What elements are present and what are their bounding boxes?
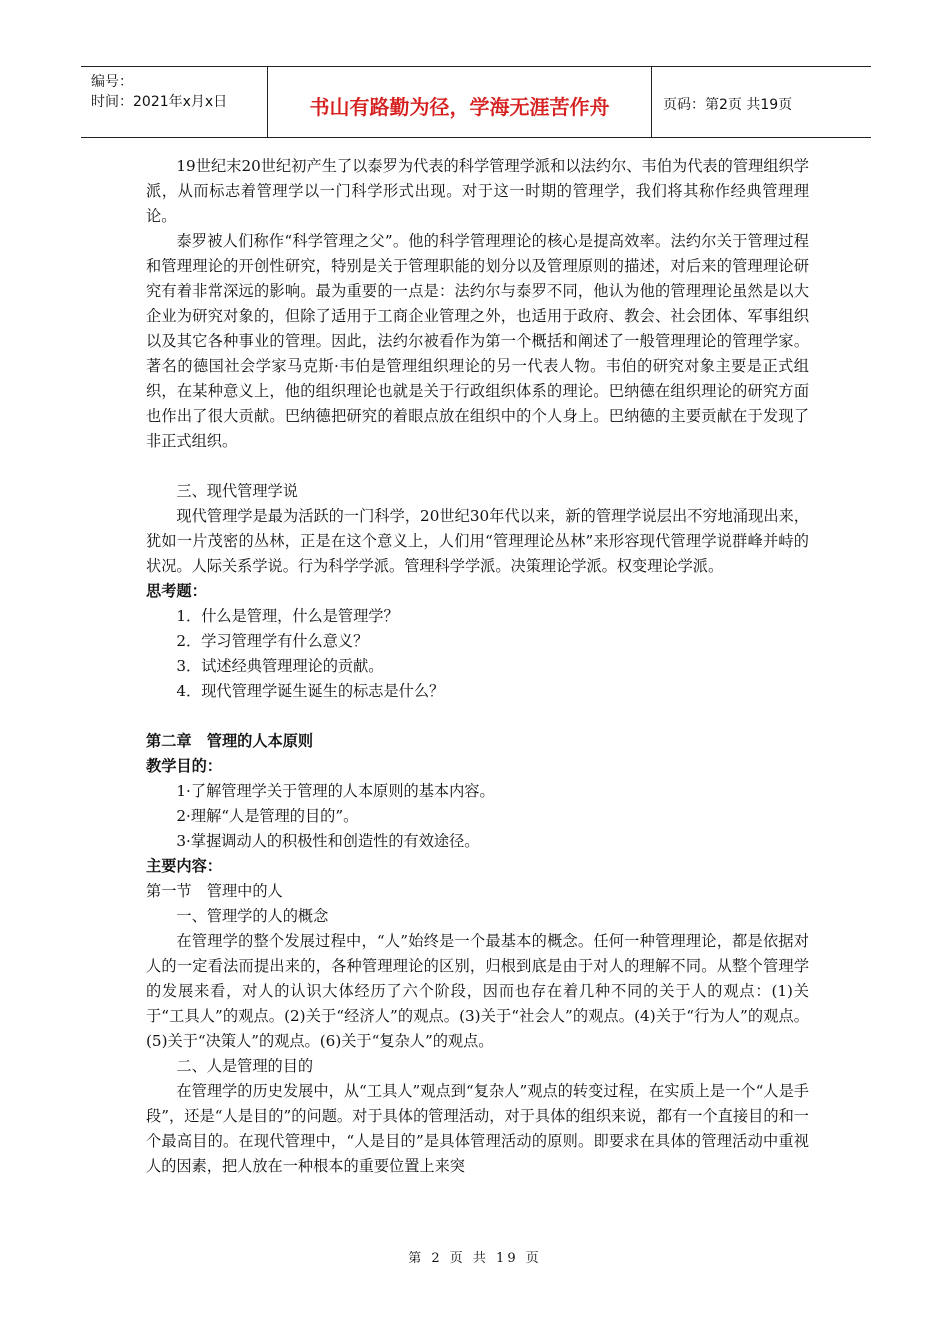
objective-item: 1·了解管理学关于管理的人本原则的基本内容。 bbox=[176, 782, 495, 800]
doc-number-label: 编号： bbox=[91, 74, 133, 90]
header-page-number: 页码：第2页 共19页 bbox=[663, 97, 793, 113]
section-title-modern: 三、现代管理学说 bbox=[176, 482, 298, 500]
page-header bbox=[81, 66, 871, 138]
subsection-title-concept: 一、管理学的人的概念 bbox=[176, 907, 329, 925]
header-motto-cell bbox=[267, 67, 652, 137]
date-label: 时间：2021年x月x日 bbox=[91, 94, 228, 110]
question-item: 1．什么是管理，什么是管理学？ bbox=[176, 607, 399, 625]
subsection-title-purpose: 二、人是管理的目的 bbox=[176, 1057, 314, 1075]
questions-heading: 思考题： bbox=[146, 582, 207, 600]
paragraph-people-purpose: 在管理学的历史发展中，从“工具人”观点到“复杂人”观点的转变过程，在实质上是一个“人是手段”，还是“人是目的”的问题。对于具体的管理活动，对于具体的组织来说，都有一个直接目的和一个最高目的。在现代管理中，“人是目的”是具体管理活动的原则。即要求在具体的管理活动中重视人的因素，把人放在一种根本的重要位置上来突 bbox=[146, 1082, 809, 1175]
main-content-heading: 主要内容： bbox=[146, 857, 222, 875]
spacer bbox=[146, 704, 809, 729]
section-title-people: 第一节 管理中的人 bbox=[146, 882, 283, 900]
paragraph-modern-management: 现代管理学是最为活跃的一门科学，20世纪30年代以来，新的管理学说层出不穷地涌现出来，犹如一片茂密的丛林，正是在这个意义上，人们用“管理理论丛林”来形容现代管理学说群峰并峙的状况。人际关系学说。行为科学学派。管理科学学派。决策理论学派。权变理论学派。 bbox=[146, 507, 809, 575]
paragraph-taylor-fayol: 泰罗被人们称作“科学管理之父”。他的科学管理理论的核心是提高效率。法约尔关于管理过程和管理理论的开创性研究，特别是关于管理职能的划分以及管理原则的描述，对后来的管理理论研究有着非常深远的影响。最为重要的一点是：法约尔与泰罗不同，他认为他的管理理论虽然是以大企业为研究对象的，但除了适用于工商企业管理之外，也适用于政府、教会、社会团体、军事组织以及其它各种事业的管理。因此，法约尔被看作为第一个概括和阐述了一般管理理论的管理学家。著名的德国社会学家马克斯·韦伯是管理组织理论的另一代表人物。韦伯的研究对象主要是正式组织，在某种意义上，他的组织理论也就是关于行政组织体系的理论。巴纳德在组织理论的研究方面也作出了很大贡献。巴纳德把研究的着眼点放在组织中的个人身上。巴纳德的主要贡献在于发现了非正式组织。 bbox=[146, 232, 809, 450]
document-body bbox=[146, 154, 809, 1179]
objective-item: 2·理解“人是管理的目的”。 bbox=[176, 807, 359, 825]
question-item: 3．试述经典管理理论的贡献。 bbox=[176, 657, 384, 675]
paragraph-people-concept: 在管理学的整个发展过程中，“人”始终是一个最基本的概念。任何一种管理理论，都是依据对人的一定看法而提出来的，各种管理理论的区别，归根到底是由于对人的理解不同。从整个管理学的发展来看，对人的认识大体经历了六个阶段，因而也存在着几种不同的关于人的观点：(1)关于“工具人”的观点。(2)关于“经济人”的观点。(3)关于“社会人”的观点。(4)关于“行为人”的观点。(5)关于“决策人”的观点。(6)关于“复杂人”的观点。 bbox=[146, 932, 809, 1050]
chapter-title: 第二章 管理的人本原则 bbox=[146, 732, 314, 750]
header-meta bbox=[81, 67, 267, 137]
objectives-heading: 教学目的： bbox=[146, 757, 222, 775]
paragraph-classical-theory: 19世纪末20世纪初产生了以泰罗为代表的科学管理学派和以法约尔、韦伯为代表的管理组织学派，从而标志着管理学以一门科学形式出现。对于这一时期的管理学，我们将其称作经典管理理论。 bbox=[146, 157, 809, 225]
spacer bbox=[146, 454, 809, 479]
header-page-cell bbox=[651, 67, 871, 137]
header-motto: 书山有路勤为径，学海无涯苦作舟 bbox=[309, 95, 610, 119]
objective-item: 3·掌握调动人的积极性和创造性的有效途径。 bbox=[176, 832, 480, 850]
page-footer: 第 2 页 共 19 页 bbox=[408, 1251, 542, 1266]
question-item: 2．学习管理学有什么意义？ bbox=[176, 632, 369, 650]
question-item: 4．现代管理学诞生诞生的标志是什么？ bbox=[176, 682, 445, 700]
